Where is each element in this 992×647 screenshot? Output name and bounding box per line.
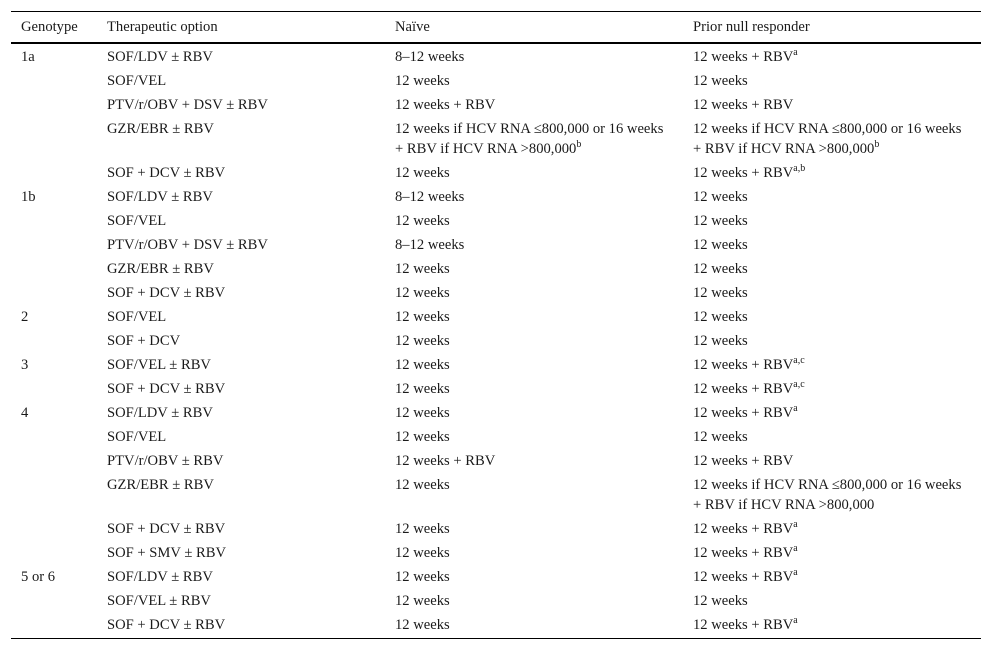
- table-row: [11, 353, 981, 377]
- cell-prior-null-responder-text: 12 weeks + RBV: [693, 49, 794, 65]
- cell-genotype-text: 1a: [21, 49, 35, 65]
- cell-therapeutic-option-text: SOF/LDV ± RBV: [107, 569, 213, 585]
- cell-prior-null-responder: [683, 185, 981, 209]
- cell-therapeutic-option: [97, 93, 385, 117]
- cell-prior-null-responder-text: 12 weeks: [693, 285, 748, 301]
- cell-prior-null-responder: [683, 93, 981, 117]
- cell-prior-null-responder-text: 12 weeks: [693, 333, 748, 349]
- footnote-marker: a: [793, 615, 798, 626]
- cell-prior-null-responder: [683, 401, 981, 425]
- cell-prior-null-responder: [683, 257, 981, 281]
- footnote-marker: a: [793, 519, 798, 530]
- cell-naive-text: 12 weeks: [395, 545, 450, 561]
- cell-therapeutic-option-text: SOF + DCV ± RBV: [107, 381, 226, 397]
- cell-genotype: [11, 473, 97, 517]
- cell-prior-null-responder: [683, 305, 981, 329]
- cell-prior-null-responder-text: 12 weeks: [693, 73, 748, 89]
- cell-genotype: [11, 449, 97, 473]
- cell-prior-null-responder-text: 12 weeks: [693, 593, 748, 609]
- cell-therapeutic-option: [97, 257, 385, 281]
- cell-prior-null-responder: [683, 473, 981, 517]
- footnote-marker: a: [793, 403, 798, 414]
- header-genotype: Genotype: [21, 18, 78, 35]
- cell-prior-null-responder: [683, 281, 981, 305]
- cell-genotype-text: 2: [21, 309, 29, 325]
- footnote-marker: b: [576, 139, 582, 150]
- table-row: [11, 377, 981, 401]
- cell-therapeutic-option-text: GZR/EBR ± RBV: [107, 121, 214, 137]
- cell-naive: [385, 257, 683, 281]
- cell-genotype: [11, 329, 97, 353]
- cell-therapeutic-option: [97, 473, 385, 517]
- cell-genotype: [11, 185, 97, 209]
- header-prior-null-responder: Prior null responder: [693, 18, 810, 35]
- cell-prior-null-responder: [683, 209, 981, 233]
- cell-genotype-text: 1b: [21, 189, 36, 205]
- cell-therapeutic-option-text: PTV/r/OBV + DSV ± RBV: [107, 97, 268, 113]
- cell-prior-null-responder: [683, 161, 981, 185]
- cell-therapeutic-option-text: SOF/VEL: [107, 309, 167, 325]
- cell-prior-null-responder-text: 12 weeks + RBV: [693, 569, 794, 585]
- cell-genotype: [11, 425, 97, 449]
- cell-genotype: [11, 93, 97, 117]
- cell-genotype: [11, 565, 97, 589]
- table-row: [11, 233, 981, 257]
- cell-naive: [385, 117, 683, 161]
- cell-naive-text: 12 weeks: [395, 213, 450, 229]
- cell-prior-null-responder-text: 12 weeks if HCV RNA ≤800,000 or 16 weeks + RBV if HCV RNA >800,000: [693, 477, 962, 513]
- cell-genotype: [11, 117, 97, 161]
- cell-prior-null-responder: [683, 117, 981, 161]
- table-row: [11, 613, 981, 639]
- cell-naive: [385, 329, 683, 353]
- cell-therapeutic-option: [97, 613, 385, 639]
- cell-therapeutic-option: [97, 541, 385, 565]
- table-row: [11, 43, 981, 69]
- cell-genotype: [11, 233, 97, 257]
- table-row: [11, 589, 981, 613]
- cell-prior-null-responder: [683, 589, 981, 613]
- cell-prior-null-responder-text: 12 weeks + RBV: [693, 381, 794, 397]
- cell-therapeutic-option: [97, 401, 385, 425]
- cell-naive-text: 12 weeks + RBV: [395, 453, 496, 469]
- cell-therapeutic-option-text: SOF + DCV: [107, 333, 181, 349]
- cell-genotype: [11, 281, 97, 305]
- table-row: [11, 185, 981, 209]
- cell-naive-text: 8–12 weeks: [395, 189, 465, 205]
- cell-naive: [385, 305, 683, 329]
- cell-naive: [385, 209, 683, 233]
- cell-naive: [385, 613, 683, 639]
- footnote-marker: a,c: [793, 379, 805, 390]
- hcv-treatment-table: [11, 11, 981, 639]
- cell-genotype: [11, 377, 97, 401]
- cell-naive: [385, 69, 683, 93]
- cell-therapeutic-option: [97, 209, 385, 233]
- cell-naive-text: 12 weeks: [395, 381, 450, 397]
- cell-genotype: [11, 517, 97, 541]
- cell-therapeutic-option: [97, 589, 385, 613]
- cell-naive: [385, 589, 683, 613]
- cell-naive-text: 12 weeks: [395, 521, 450, 537]
- cell-prior-null-responder: [683, 377, 981, 401]
- table-row: [11, 517, 981, 541]
- cell-prior-null-responder: [683, 329, 981, 353]
- cell-naive: [385, 541, 683, 565]
- cell-therapeutic-option-text: SOF/LDV ± RBV: [107, 49, 213, 65]
- cell-naive-text: 8–12 weeks: [395, 237, 465, 253]
- cell-therapeutic-option-text: SOF/LDV ± RBV: [107, 405, 213, 421]
- cell-prior-null-responder-text: 12 weeks: [693, 261, 748, 277]
- cell-naive-text: 12 weeks: [395, 357, 450, 373]
- table-row: [11, 449, 981, 473]
- header-therapeutic-option: Therapeutic option: [107, 18, 218, 35]
- cell-therapeutic-option-text: SOF/VEL ± RBV: [107, 357, 211, 373]
- cell-therapeutic-option: [97, 117, 385, 161]
- cell-prior-null-responder: [683, 517, 981, 541]
- table-row: [11, 161, 981, 185]
- cell-naive-text: 12 weeks: [395, 617, 450, 633]
- cell-naive-text: 12 weeks: [395, 593, 450, 609]
- cell-naive: [385, 449, 683, 473]
- cell-therapeutic-option-text: PTV/r/OBV + DSV ± RBV: [107, 237, 268, 253]
- cell-therapeutic-option-text: SOF + SMV ± RBV: [107, 545, 226, 561]
- cell-prior-null-responder: [683, 43, 981, 69]
- cell-therapeutic-option-text: SOF/VEL: [107, 429, 167, 445]
- cell-therapeutic-option: [97, 353, 385, 377]
- cell-therapeutic-option-text: SOF/VEL ± RBV: [107, 593, 211, 609]
- cell-naive: [385, 353, 683, 377]
- cell-prior-null-responder: [683, 565, 981, 589]
- cell-genotype-text: 5 or 6: [21, 569, 56, 585]
- cell-naive-text: 8–12 weeks: [395, 49, 465, 65]
- cell-therapeutic-option: [97, 43, 385, 69]
- footnote-marker: a: [793, 567, 798, 578]
- cell-prior-null-responder: [683, 353, 981, 377]
- cell-therapeutic-option: [97, 69, 385, 93]
- table-row: [11, 329, 981, 353]
- cell-naive-text: 12 weeks: [395, 333, 450, 349]
- cell-naive-text: 12 weeks: [395, 477, 450, 493]
- cell-therapeutic-option: [97, 329, 385, 353]
- cell-naive-text: 12 weeks: [395, 285, 450, 301]
- cell-genotype: [11, 69, 97, 93]
- cell-genotype: [11, 209, 97, 233]
- cell-naive: [385, 161, 683, 185]
- cell-therapeutic-option: [97, 449, 385, 473]
- cell-naive: [385, 425, 683, 449]
- cell-prior-null-responder-text: 12 weeks + RBV: [693, 165, 794, 181]
- cell-genotype-text: 4: [21, 405, 29, 421]
- cell-prior-null-responder-text: 12 weeks + RBV: [693, 617, 794, 633]
- cell-naive: [385, 43, 683, 69]
- cell-therapeutic-option-text: SOF + DCV ± RBV: [107, 165, 226, 181]
- cell-naive-text: 12 weeks: [395, 309, 450, 325]
- cell-therapeutic-option-text: PTV/r/OBV ± RBV: [107, 453, 224, 469]
- cell-therapeutic-option-text: SOF + DCV ± RBV: [107, 617, 226, 633]
- footnote-marker: a,c: [793, 355, 805, 366]
- cell-prior-null-responder-text: 12 weeks: [693, 213, 748, 229]
- cell-naive: [385, 93, 683, 117]
- cell-naive: [385, 185, 683, 209]
- cell-naive: [385, 517, 683, 541]
- cell-prior-null-responder: [683, 541, 981, 565]
- cell-prior-null-responder-text: 12 weeks if HCV RNA ≤800,000 or 16 weeks + RBV if HCV RNA >800,000: [693, 121, 962, 157]
- cell-naive: [385, 233, 683, 257]
- cell-naive-text: 12 weeks: [395, 73, 450, 89]
- cell-prior-null-responder: [683, 425, 981, 449]
- cell-therapeutic-option: [97, 565, 385, 589]
- table-row: [11, 541, 981, 565]
- cell-prior-null-responder-text: 12 weeks + RBV: [693, 453, 794, 469]
- cell-prior-null-responder-text: 12 weeks + RBV: [693, 405, 794, 421]
- cell-prior-null-responder: [683, 449, 981, 473]
- cell-therapeutic-option-text: SOF/LDV ± RBV: [107, 189, 213, 205]
- table-row: [11, 117, 981, 161]
- cell-naive: [385, 281, 683, 305]
- table-body: [11, 43, 981, 639]
- cell-therapeutic-option: [97, 377, 385, 401]
- table-row: [11, 401, 981, 425]
- cell-naive: [385, 473, 683, 517]
- cell-therapeutic-option-text: SOF + DCV ± RBV: [107, 521, 226, 537]
- cell-prior-null-responder-text: 12 weeks: [693, 237, 748, 253]
- table-row: [11, 305, 981, 329]
- cell-prior-null-responder-text: 12 weeks + RBV: [693, 545, 794, 561]
- cell-therapeutic-option: [97, 185, 385, 209]
- cell-genotype-text: 3: [21, 357, 29, 373]
- cell-therapeutic-option: [97, 233, 385, 257]
- table-row: [11, 565, 981, 589]
- cell-genotype: [11, 401, 97, 425]
- cell-therapeutic-option-text: SOF + DCV ± RBV: [107, 285, 226, 301]
- table-header-row: [11, 12, 981, 44]
- cell-prior-null-responder: [683, 69, 981, 93]
- cell-therapeutic-option: [97, 425, 385, 449]
- table-row: [11, 69, 981, 93]
- cell-naive-text: 12 weeks: [395, 405, 450, 421]
- cell-naive: [385, 401, 683, 425]
- cell-naive: [385, 377, 683, 401]
- cell-genotype: [11, 305, 97, 329]
- footnote-marker: a: [793, 47, 798, 58]
- cell-therapeutic-option-text: GZR/EBR ± RBV: [107, 477, 214, 493]
- cell-genotype: [11, 353, 97, 377]
- table-row: [11, 425, 981, 449]
- cell-therapeutic-option-text: GZR/EBR ± RBV: [107, 261, 214, 277]
- footnote-marker: a: [793, 543, 798, 554]
- cell-prior-null-responder-text: 12 weeks + RBV: [693, 97, 794, 113]
- cell-therapeutic-option-text: SOF/VEL: [107, 213, 167, 229]
- cell-therapeutic-option: [97, 517, 385, 541]
- cell-prior-null-responder-text: 12 weeks: [693, 309, 748, 325]
- cell-prior-null-responder: [683, 233, 981, 257]
- table-row: [11, 281, 981, 305]
- footnote-marker: a,b: [793, 163, 806, 174]
- cell-prior-null-responder-text: 12 weeks: [693, 189, 748, 205]
- table-row: [11, 473, 981, 517]
- cell-genotype: [11, 257, 97, 281]
- cell-naive-text: 12 weeks: [395, 261, 450, 277]
- header-naive: Naïve: [395, 18, 430, 35]
- cell-therapeutic-option: [97, 281, 385, 305]
- cell-naive-text: 12 weeks + RBV: [395, 97, 496, 113]
- cell-genotype: [11, 613, 97, 639]
- cell-therapeutic-option: [97, 161, 385, 185]
- cell-naive-text: 12 weeks if HCV RNA ≤800,000 or 16 weeks + RBV if HCV RNA >800,000: [395, 121, 664, 157]
- cell-naive-text: 12 weeks: [395, 569, 450, 585]
- cell-therapeutic-option-text: SOF/VEL: [107, 73, 167, 89]
- cell-genotype: [11, 541, 97, 565]
- cell-prior-null-responder-text: 12 weeks + RBV: [693, 521, 794, 537]
- cell-genotype: [11, 589, 97, 613]
- table-row: [11, 257, 981, 281]
- cell-naive-text: 12 weeks: [395, 429, 450, 445]
- cell-genotype: [11, 43, 97, 69]
- cell-genotype: [11, 161, 97, 185]
- cell-prior-null-responder: [683, 613, 981, 639]
- table-container: [11, 11, 981, 639]
- table-row: [11, 209, 981, 233]
- cell-naive: [385, 565, 683, 589]
- cell-naive-text: 12 weeks: [395, 165, 450, 181]
- table-row: [11, 93, 981, 117]
- cell-prior-null-responder-text: 12 weeks + RBV: [693, 357, 794, 373]
- footnote-marker: b: [874, 139, 880, 150]
- cell-prior-null-responder-text: 12 weeks: [693, 429, 748, 445]
- cell-therapeutic-option: [97, 305, 385, 329]
